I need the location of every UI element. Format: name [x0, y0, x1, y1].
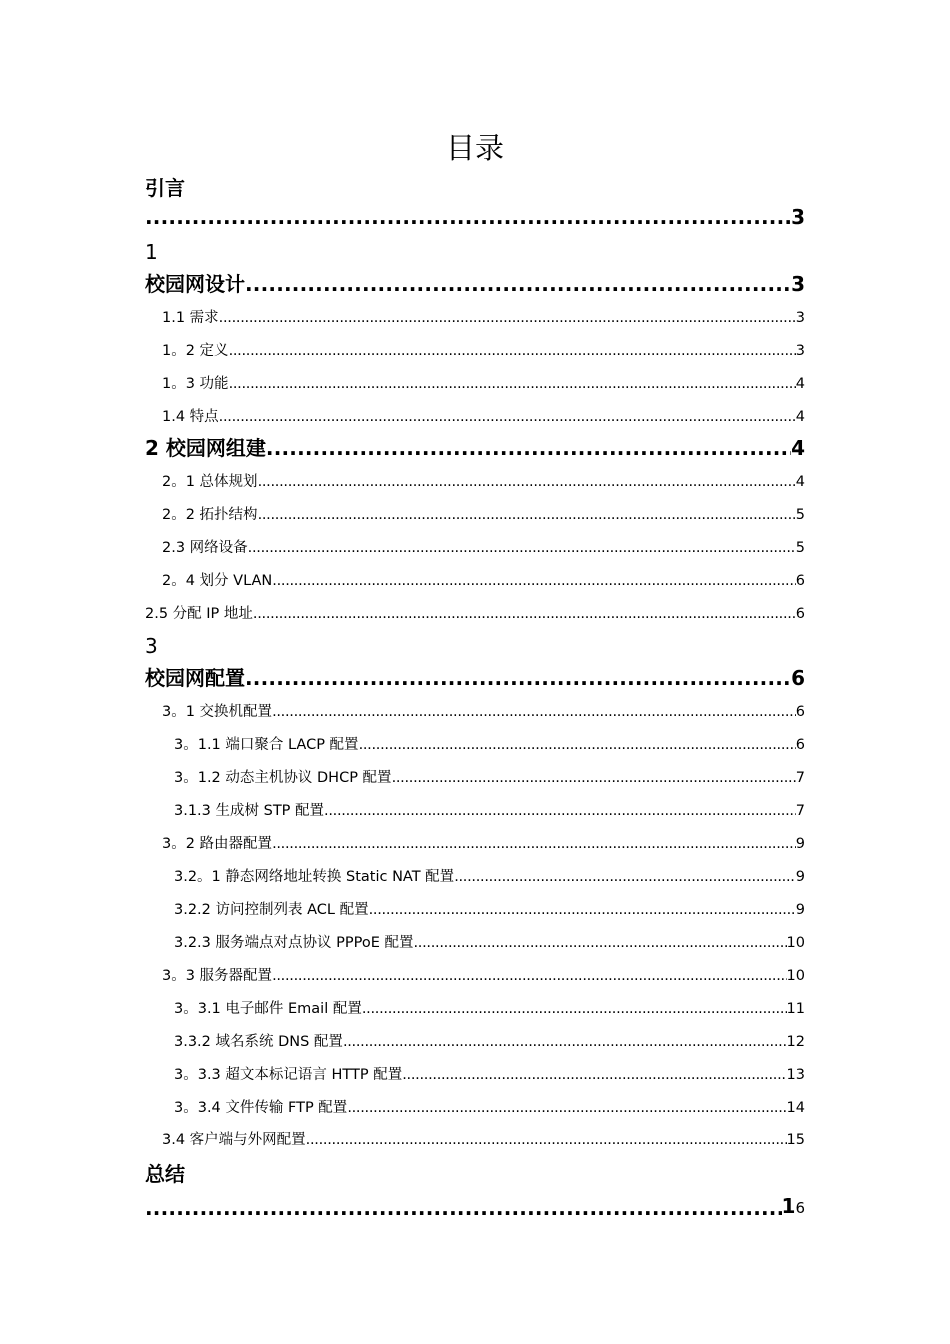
toc-entry[interactable]: [174, 867, 805, 887]
toc-entry[interactable]: [174, 735, 805, 755]
toc-label: 3。3.4 文件传输 FTP 配置: [174, 1100, 348, 1116]
dot-leader: [253, 604, 796, 624]
toc-label: 3.2.3 服务端点对点协议 PPPoE 配置: [174, 935, 414, 951]
dot-leader: [347, 1098, 786, 1118]
dot-leader: [248, 538, 796, 558]
dot-leader: [245, 270, 791, 298]
dot-leader: [272, 571, 796, 591]
toc-label: 校园网设计: [145, 272, 245, 296]
toc-label: 2.3 网络设备: [162, 540, 248, 556]
dot-leader: [343, 1032, 787, 1052]
page-number: 9: [795, 869, 805, 885]
page-number: 6: [795, 606, 805, 622]
dot-leader: [272, 702, 796, 722]
page-number: 7: [795, 770, 805, 786]
page-number: 6: [795, 737, 805, 753]
toc-entry[interactable]: [174, 1065, 805, 1085]
toc-intro-leader[interactable]: [145, 203, 805, 231]
dot-leader: [454, 867, 796, 887]
toc-label: 2。1 总体规划: [162, 474, 258, 490]
page-number-digit: 1: [781, 1194, 796, 1218]
toc-entry[interactable]: [162, 571, 805, 591]
toc-intro-label[interactable]: 引言: [145, 176, 185, 200]
page-number: 9: [795, 902, 805, 918]
toc-entry[interactable]: [162, 1130, 805, 1150]
dot-leader: [306, 1130, 787, 1150]
toc-section-1[interactable]: [145, 270, 805, 298]
page-number: [782, 1192, 805, 1222]
toc-entry[interactable]: [174, 801, 805, 821]
toc-entry[interactable]: [162, 505, 805, 525]
dot-leader: [324, 801, 796, 821]
toc-entry[interactable]: [162, 538, 805, 558]
page-number: 9: [795, 836, 805, 852]
toc-entry[interactable]: [162, 966, 805, 986]
page-number: 6: [791, 666, 805, 690]
page-number: 13: [786, 1067, 805, 1083]
dot-leader: [272, 834, 796, 854]
dot-leader: [219, 407, 796, 427]
page-number: 5: [795, 540, 805, 556]
toc-label: 1.4 特点: [162, 409, 219, 425]
dot-leader: [359, 735, 796, 755]
page-number: 4: [791, 436, 805, 460]
dot-leader: [392, 768, 796, 788]
toc-summary-label[interactable]: 总结: [145, 1162, 185, 1186]
toc-entry[interactable]: [145, 604, 805, 624]
toc-label: 2 校园网组建: [145, 436, 266, 460]
dot-leader: [258, 505, 796, 525]
toc-section-3-number: 3: [145, 634, 158, 658]
toc-label: 3.1.3 生成树 STP 配置: [174, 803, 325, 819]
dot-leader: [413, 933, 786, 953]
page-number: 3: [791, 205, 805, 229]
toc-entry[interactable]: [162, 472, 805, 492]
toc-entry[interactable]: [174, 900, 805, 920]
toc-entry[interactable]: [174, 1032, 805, 1052]
dot-leader: [145, 1194, 782, 1222]
toc-label: 3。3.1 电子邮件 Email 配置: [174, 1001, 362, 1017]
toc-section-3[interactable]: [145, 664, 805, 692]
dot-leader: [219, 308, 796, 328]
toc-entry[interactable]: [162, 407, 805, 427]
toc-entry[interactable]: [174, 999, 805, 1019]
toc-label: 3.3.2 域名系统 DNS 配置: [174, 1034, 343, 1050]
toc-section-1-number: 1: [145, 240, 158, 264]
page-number: 3: [795, 310, 805, 326]
toc-label: 3.2.2 访问控制列表 ACL 配置: [174, 902, 369, 918]
toc-label: 1.1 需求: [162, 310, 219, 326]
dot-leader: [362, 999, 787, 1019]
toc-entry[interactable]: [174, 1098, 805, 1118]
page-number: 12: [786, 1034, 805, 1050]
page-number: 4: [795, 376, 805, 392]
toc-section-2[interactable]: [145, 434, 805, 462]
page-number: 4: [795, 409, 805, 425]
toc-entry[interactable]: [174, 768, 805, 788]
toc-entry[interactable]: [162, 834, 805, 854]
toc-entry[interactable]: [162, 374, 805, 394]
toc-label: 3.4 客户端与外网配置: [162, 1132, 306, 1148]
page-number: 11: [786, 1001, 805, 1017]
page-number: 3: [795, 343, 805, 359]
dot-leader: [272, 966, 786, 986]
dot-leader: [145, 203, 791, 231]
toc-label: 3。1 交换机配置: [162, 704, 273, 720]
page-number: 15: [786, 1132, 805, 1148]
toc-label: 3。1.2 动态主机协议 DHCP 配置: [174, 770, 392, 786]
toc-label: 校园网配置: [145, 666, 245, 690]
toc-label: 1。3 功能: [162, 376, 229, 392]
page-number: 5: [795, 507, 805, 523]
toc-label: 2。4 划分 VLAN: [162, 573, 273, 589]
page-number: 10: [786, 935, 805, 951]
toc-label: 3.2。1 静态网络地址转换 Static NAT 配置: [174, 869, 455, 885]
page-number-digit: 6: [795, 1199, 805, 1217]
page-number: 4: [795, 474, 805, 490]
toc-label: 3。1.1 端口聚合 LACP 配置: [174, 737, 359, 753]
page-number: 7: [795, 803, 805, 819]
page-number: 3: [791, 272, 805, 296]
dot-leader: [229, 374, 796, 394]
dot-leader: [245, 664, 791, 692]
page-number: 14: [786, 1100, 805, 1116]
dot-leader: [369, 900, 796, 920]
toc-entry[interactable]: [174, 933, 805, 953]
dot-leader: [258, 472, 796, 492]
dot-leader: [402, 1065, 786, 1085]
page-title: 目录: [445, 131, 504, 165]
toc-label: 2.5 分配 IP 地址: [145, 606, 253, 622]
toc-entry[interactable]: [162, 308, 805, 328]
dot-leader: [229, 341, 796, 361]
toc-label: 3。3 服务器配置: [162, 968, 273, 984]
toc-label: 3。2 路由器配置: [162, 836, 273, 852]
toc-label: 2。2 拓扑结构: [162, 507, 258, 523]
toc-summary-leader[interactable]: [145, 1192, 805, 1222]
dot-leader: [266, 434, 791, 462]
page-number: 10: [786, 968, 805, 984]
page-number: 6: [795, 704, 805, 720]
toc-label: 1。2 定义: [162, 343, 229, 359]
toc-entry[interactable]: [162, 341, 805, 361]
page-number: 6: [795, 573, 805, 589]
toc-label: 3。3.3 超文本标记语言 HTTP 配置: [174, 1067, 403, 1083]
toc-entry[interactable]: [162, 702, 805, 722]
